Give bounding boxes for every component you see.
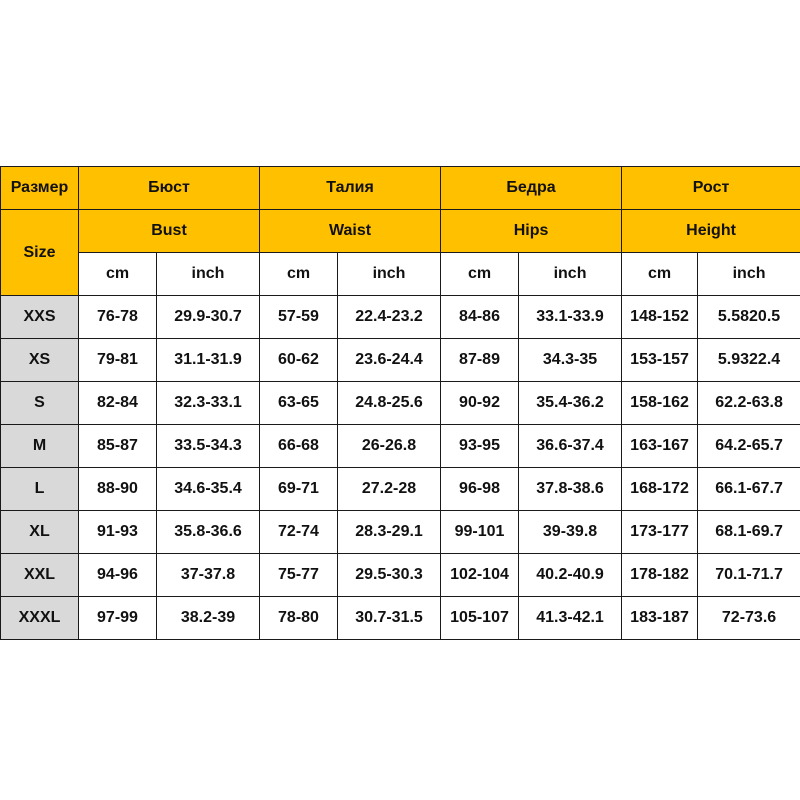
header-en-bust: Bust <box>79 210 260 253</box>
cell-bust-inch: 33.5-34.3 <box>157 425 260 468</box>
cell-bust-cm: 82-84 <box>79 382 157 425</box>
table-row <box>1 382 800 425</box>
cell-bust-cm: 79-81 <box>79 339 157 382</box>
cell-hips-cm: 99-101 <box>441 511 519 554</box>
table-row <box>1 554 800 597</box>
size-chart-table <box>0 166 800 640</box>
cell-height-inch: 70.1-71.7 <box>698 554 800 597</box>
unit-waist-cm: cm <box>260 253 338 296</box>
cell-hips-cm: 102-104 <box>441 554 519 597</box>
unit-waist-inch: inch <box>338 253 441 296</box>
cell-waist-cm: 63-65 <box>260 382 338 425</box>
cell-waist-inch: 27.2-28 <box>338 468 441 511</box>
cell-hips-inch: 36.6-37.4 <box>519 425 622 468</box>
cell-size: XXS <box>1 296 79 339</box>
header-ru-hips: Бедра <box>441 167 622 210</box>
cell-bust-cm: 76-78 <box>79 296 157 339</box>
table-row <box>1 597 800 640</box>
cell-waist-inch: 24.8-25.6 <box>338 382 441 425</box>
cell-waist-inch: 26-26.8 <box>338 425 441 468</box>
header-en-hips: Hips <box>441 210 622 253</box>
cell-hips-cm: 93-95 <box>441 425 519 468</box>
cell-waist-cm: 69-71 <box>260 468 338 511</box>
cell-bust-inch: 37-37.8 <box>157 554 260 597</box>
cell-waist-inch: 30.7-31.5 <box>338 597 441 640</box>
header-row-russian <box>1 167 800 210</box>
cell-bust-inch: 38.2-39 <box>157 597 260 640</box>
cell-waist-cm: 78-80 <box>260 597 338 640</box>
cell-height-cm: 168-172 <box>622 468 698 511</box>
cell-height-cm: 163-167 <box>622 425 698 468</box>
unit-height-inch: inch <box>698 253 800 296</box>
header-ru-size: Размер <box>1 167 79 210</box>
cell-height-inch: 64.2-65.7 <box>698 425 800 468</box>
header-row-english <box>1 210 800 253</box>
cell-size: L <box>1 468 79 511</box>
cell-height-cm: 158-162 <box>622 382 698 425</box>
cell-height-inch: 66.1-67.7 <box>698 468 800 511</box>
cell-size: XXXL <box>1 597 79 640</box>
cell-height-cm: 183-187 <box>622 597 698 640</box>
cell-height-cm: 173-177 <box>622 511 698 554</box>
cell-hips-inch: 37.8-38.6 <box>519 468 622 511</box>
cell-waist-inch: 23.6-24.4 <box>338 339 441 382</box>
header-ru-height: Рост <box>622 167 800 210</box>
cell-height-inch: 5.5820.5 <box>698 296 800 339</box>
cell-bust-inch: 35.8-36.6 <box>157 511 260 554</box>
cell-size: M <box>1 425 79 468</box>
header-row-units <box>1 253 800 296</box>
cell-waist-cm: 60-62 <box>260 339 338 382</box>
unit-bust-cm: cm <box>79 253 157 296</box>
cell-waist-cm: 57-59 <box>260 296 338 339</box>
cell-size: S <box>1 382 79 425</box>
cell-hips-inch: 41.3-42.1 <box>519 597 622 640</box>
cell-waist-cm: 66-68 <box>260 425 338 468</box>
table-row <box>1 511 800 554</box>
cell-hips-inch: 40.2-40.9 <box>519 554 622 597</box>
cell-bust-inch: 32.3-33.1 <box>157 382 260 425</box>
cell-waist-cm: 72-74 <box>260 511 338 554</box>
unit-height-cm: cm <box>622 253 698 296</box>
table-row <box>1 339 800 382</box>
cell-bust-cm: 94-96 <box>79 554 157 597</box>
cell-size: XL <box>1 511 79 554</box>
cell-hips-cm: 105-107 <box>441 597 519 640</box>
unit-hips-inch: inch <box>519 253 622 296</box>
cell-bust-cm: 88-90 <box>79 468 157 511</box>
cell-height-cm: 153-157 <box>622 339 698 382</box>
cell-height-inch: 68.1-69.7 <box>698 511 800 554</box>
size-chart-container <box>0 166 800 640</box>
cell-height-cm: 178-182 <box>622 554 698 597</box>
cell-bust-inch: 34.6-35.4 <box>157 468 260 511</box>
cell-bust-cm: 85-87 <box>79 425 157 468</box>
table-row <box>1 296 800 339</box>
cell-height-inch: 5.9322.4 <box>698 339 800 382</box>
header-en-height: Height <box>622 210 800 253</box>
cell-hips-inch: 39-39.8 <box>519 511 622 554</box>
cell-bust-cm: 91-93 <box>79 511 157 554</box>
cell-height-inch: 72-73.6 <box>698 597 800 640</box>
cell-bust-inch: 31.1-31.9 <box>157 339 260 382</box>
cell-hips-inch: 35.4-36.2 <box>519 382 622 425</box>
cell-waist-inch: 29.5-30.3 <box>338 554 441 597</box>
cell-waist-inch: 22.4-23.2 <box>338 296 441 339</box>
unit-bust-inch: inch <box>157 253 260 296</box>
cell-waist-inch: 28.3-29.1 <box>338 511 441 554</box>
cell-size: XXL <box>1 554 79 597</box>
cell-waist-cm: 75-77 <box>260 554 338 597</box>
header-en-size: Size <box>1 210 79 296</box>
cell-hips-inch: 33.1-33.9 <box>519 296 622 339</box>
cell-bust-cm: 97-99 <box>79 597 157 640</box>
table-row <box>1 425 800 468</box>
cell-height-cm: 148-152 <box>622 296 698 339</box>
size-data-rows <box>1 296 800 640</box>
cell-hips-inch: 34.3-35 <box>519 339 622 382</box>
header-ru-bust: Бюст <box>79 167 260 210</box>
cell-hips-cm: 84-86 <box>441 296 519 339</box>
cell-hips-cm: 96-98 <box>441 468 519 511</box>
header-en-waist: Waist <box>260 210 441 253</box>
cell-bust-inch: 29.9-30.7 <box>157 296 260 339</box>
cell-hips-cm: 87-89 <box>441 339 519 382</box>
cell-height-inch: 62.2-63.8 <box>698 382 800 425</box>
unit-hips-cm: cm <box>441 253 519 296</box>
header-ru-waist: Талия <box>260 167 441 210</box>
table-row <box>1 468 800 511</box>
cell-hips-cm: 90-92 <box>441 382 519 425</box>
cell-size: XS <box>1 339 79 382</box>
